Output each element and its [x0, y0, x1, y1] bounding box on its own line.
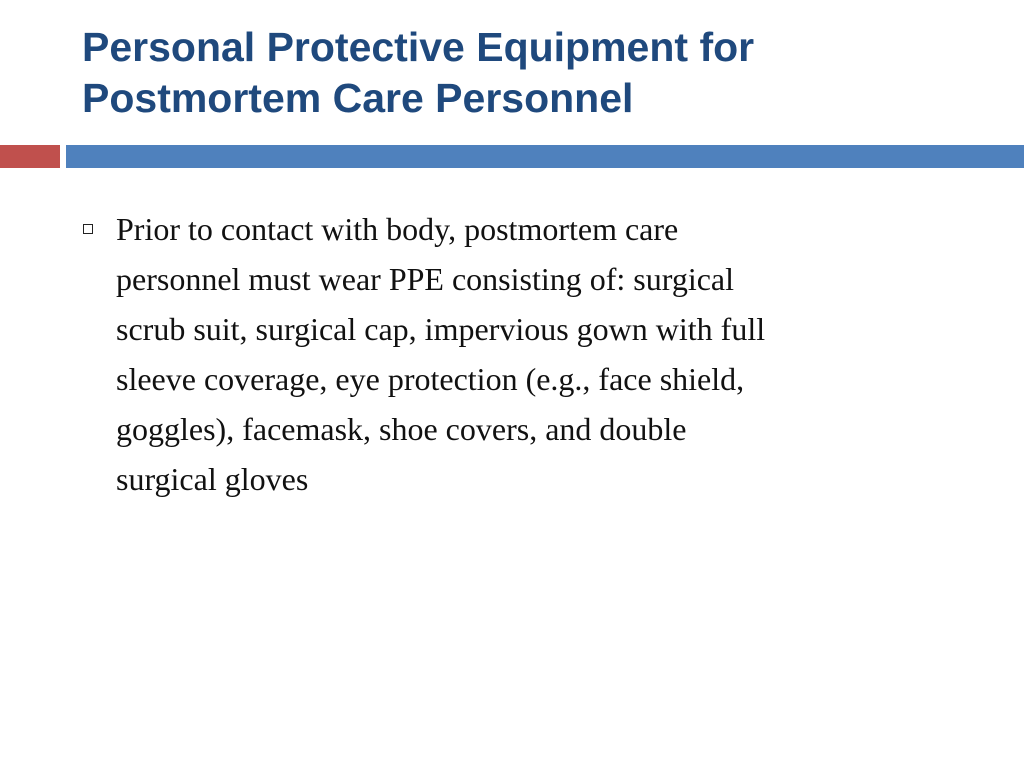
slide-content [82, 204, 982, 504]
bullet-line-6: surgical gloves [116, 461, 309, 497]
slide-title [82, 22, 982, 124]
slide-title-line-1: Personal Protective Equipment for [82, 24, 755, 70]
bullet-line-2: personnel must wear PPE consisting of: surgical [116, 261, 734, 297]
title-divider-red-segment [0, 145, 60, 168]
bullet-text [116, 204, 982, 504]
bullet-line-4: sleeve coverage, eye protection (e.g., face shield, [116, 361, 745, 397]
bullet-line-3: scrub suit, surgical cap, impervious gown with full [116, 311, 766, 347]
slide-title-line-2: Postmortem Care Personnel [82, 75, 634, 121]
hollow-square-bullet-icon [83, 224, 93, 234]
bullet-line-1: Prior to contact with body, postmortem care [116, 211, 679, 247]
title-divider-blue-segment [66, 145, 1024, 168]
bullet-item [82, 204, 982, 504]
bullet-line-5: goggles), facemask, shoe covers, and double [116, 411, 687, 447]
